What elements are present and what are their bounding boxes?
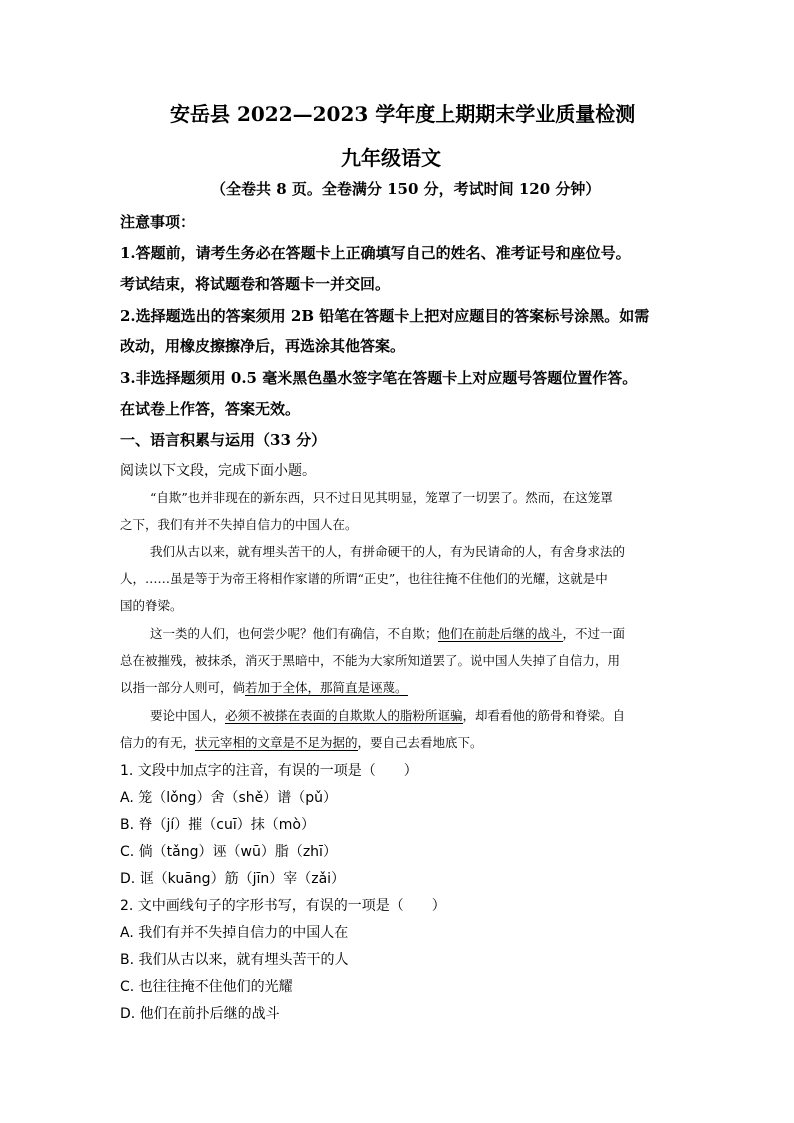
- passage-line: 国的脊梁。: [120, 598, 183, 613]
- passage-text: 以指一部分人则可，倘: [120, 680, 246, 695]
- passage-text: 要论中国人，: [150, 708, 226, 723]
- passage-text: 信力的有无，: [120, 735, 196, 750]
- underlined-sentence: 他们在前赴后继的战斗: [437, 626, 563, 641]
- exam-info: （全卷共 8 页。全卷满分 150 分，考试时间 120 分钟）: [211, 180, 601, 198]
- passage-line: 之下，我们有并不失掉自信力的中国人在。: [120, 517, 358, 532]
- exam-subtitle: 九年级语文: [341, 146, 441, 170]
- question-option: C. 倘（tǎng）诬（wū）脂（zhī）: [120, 844, 337, 860]
- question-option: C. 也往往掩不住他们的光耀: [120, 979, 293, 995]
- note-line: 2.选择题选出的答案须用 2B 铅笔在答题卡上把对应题目的答案标号涂黑。如需: [120, 307, 650, 325]
- underlined-sentence: 若加于全体，那简直是诬蔑。: [245, 680, 408, 695]
- passage-line: [150, 624, 625, 642]
- note-line: 考试结束，将试题卷和答题卡一并交回。: [120, 275, 391, 293]
- passage-line: [120, 678, 408, 696]
- question-stem: 1. 文段中加点字的注音，有误的一项是（ ）: [120, 763, 418, 779]
- passage-line: “自欺”也并非现在的新东西，只不过日见其明显，笼罩了一切罢了。然而，在这笼罩: [150, 490, 613, 505]
- note-line: 1.答题前，请考生务必在答题卡上正确填写自己的姓名、准考证号和座位号。: [120, 244, 631, 262]
- passage-text: ，不过一面: [562, 626, 626, 641]
- passage-text: 这一类的人们，也何尝少呢？他们有确信，不自欺；: [150, 626, 438, 641]
- note-line: 改动，用橡皮擦擦净后，再选涂其他答案。: [120, 337, 406, 355]
- underlined-sentence: 状元宰相的文章是不足为据的: [195, 735, 358, 750]
- section-heading: 一、语言积累与运用（33 分）: [120, 431, 327, 449]
- question-stem: 2. 文中画线句子的字形书写，有误的一项是（ ）: [120, 898, 446, 914]
- question-option: A. 我们有并不失掉自信力的中国人在: [120, 925, 349, 941]
- passage-line: 总在被摧残，被抹杀，消灭于黑暗中，不能为大家所知道罢了。说中国人失掉了自信力，用: [120, 653, 621, 668]
- reading-instruction: 阅读以下文段，完成下面小题。: [120, 463, 316, 479]
- note-line: 3.非选择题须用 0.5 毫米黑色墨水签字笔在答题卡上对应题号答题位置作答。: [120, 369, 638, 387]
- passage-line: [120, 733, 483, 751]
- passage-line: 我们从古以来，就有埋头苦干的人，有拼命硬干的人，有为民请命的人，有舍身求法的: [150, 544, 626, 559]
- exam-title: 安岳县 2022—2023 学年度上期期末学业质量检测: [170, 102, 636, 126]
- passage-text: ，却看看他的筋骨和脊梁。自: [462, 708, 626, 723]
- question-option: A. 笼（lǒng）舍（shě）谱（pǔ）: [120, 790, 337, 806]
- passage-line: [150, 706, 625, 724]
- question-option: B. 脊（jí）摧（cuī）抹（mò）: [120, 817, 315, 833]
- notes-heading: 注意事项：: [120, 213, 196, 231]
- underlined-sentence: 必须不被搽在表面的自欺欺人的脂粉所诓骗: [225, 708, 463, 723]
- passage-line: 人，……虽是等于为帝王将相作家谱的所谓“正史”，也往往掩不住他们的光耀，这就是中: [120, 571, 608, 586]
- note-line: 在试卷上作答，答案无效。: [120, 400, 301, 418]
- question-option: B. 我们从古以来，就有埋头苦干的人: [120, 952, 349, 968]
- question-option: D. 诓（kuāng）筋（jīn）宰（zǎi）: [120, 871, 346, 887]
- passage-text: ，要自己去看地底下。: [357, 735, 483, 750]
- question-option: D. 他们在前扑后继的战斗: [120, 1006, 280, 1022]
